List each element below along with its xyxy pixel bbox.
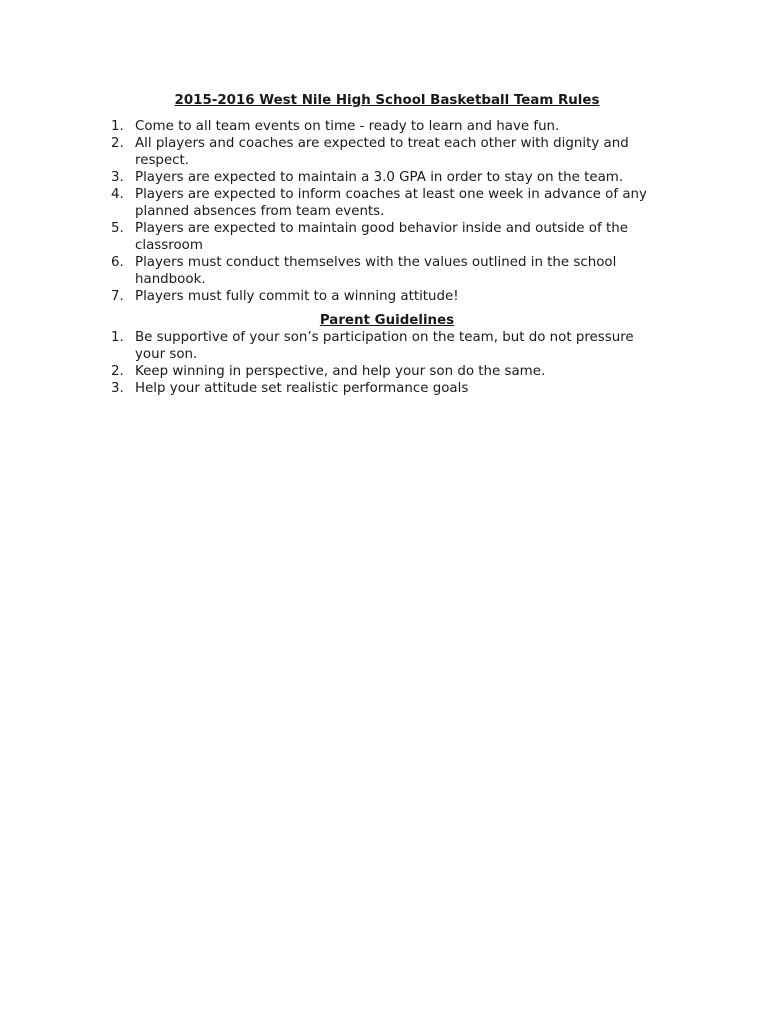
- rule-text: Players must conduct themselves with the values outlined in the school handbook.: [135, 255, 617, 287]
- rule-text: Players must fully commit to a winning attitude!: [135, 289, 459, 304]
- guideline-number: 2.: [111, 364, 124, 379]
- rule-text: Players are expected to maintain a 3.0 GPA in order to stay on the team.: [135, 170, 624, 185]
- guideline-text: Help your attitude set realistic performance goals: [135, 381, 469, 396]
- rule-text: Players are expected to inform coaches at least one week in advance of any planned absences from team events.: [135, 187, 647, 219]
- team-rules-list: [111, 118, 663, 305]
- document-content: [111, 92, 663, 397]
- parent-guidelines-heading: Parent Guidelines: [319, 313, 455, 328]
- guideline-item: [111, 380, 663, 397]
- guideline-number: 1.: [111, 330, 124, 345]
- guideline-item: [111, 329, 663, 363]
- document-title: 2015-2016 West Nile High School Basketball Team Rules: [174, 93, 600, 108]
- rule-number: 6.: [111, 255, 124, 270]
- rule-item: [111, 169, 663, 186]
- rule-number: 2.: [111, 136, 124, 151]
- rule-text: All players and coaches are expected to treat each other with dignity and respect.: [135, 136, 629, 168]
- rule-text: Come to all team events on time - ready to learn and have fun.: [135, 119, 560, 134]
- rule-number: 5.: [111, 221, 124, 236]
- rule-number: 4.: [111, 187, 124, 202]
- parent-guidelines-list: [111, 329, 663, 397]
- rule-item: [111, 135, 663, 169]
- rule-text: Players are expected to maintain good behavior inside and outside of the classroom: [135, 221, 628, 253]
- rule-item: [111, 288, 663, 305]
- guideline-item: [111, 363, 663, 380]
- rule-item: [111, 220, 663, 254]
- rule-number: 1.: [111, 119, 124, 134]
- rule-number: 3.: [111, 170, 124, 185]
- rule-number: 7.: [111, 289, 124, 304]
- rule-item: [111, 254, 663, 288]
- guideline-text: Be supportive of your son’s participation on the team, but do not pressure your son.: [135, 330, 634, 362]
- guideline-text: Keep winning in perspective, and help your son do the same.: [135, 364, 546, 379]
- guideline-number: 3.: [111, 381, 124, 396]
- rule-item: [111, 118, 663, 135]
- rule-item: [111, 186, 663, 220]
